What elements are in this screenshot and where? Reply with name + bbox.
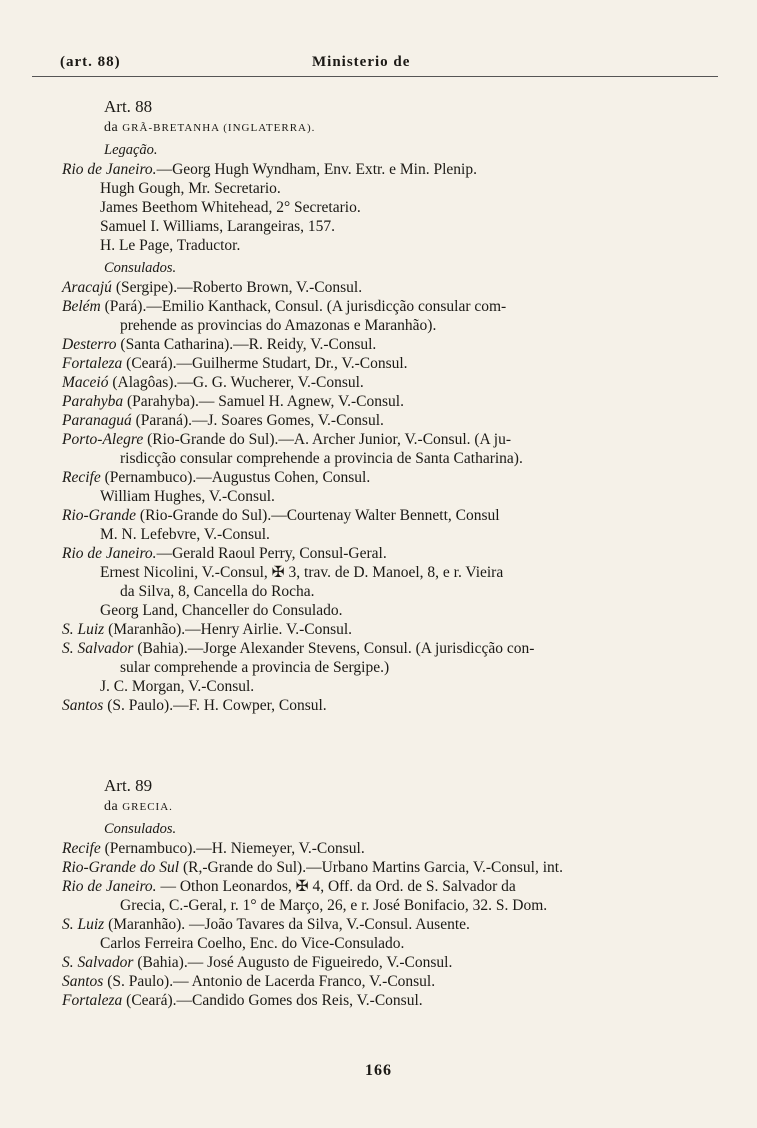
- entry-text: da Silva, 8, Cancella do Rocha.: [120, 583, 315, 600]
- entry-text: William Hughes, V.-Consul.: [100, 488, 275, 505]
- list-item: [0, 278, 757, 297]
- page-body: [0, 96, 757, 1010]
- list-item: [0, 934, 757, 953]
- list-item: [0, 297, 757, 316]
- place-name: Parahyba: [62, 393, 124, 410]
- entry-text: prehende as provincias do Amazonas e Maranhão).: [120, 317, 437, 334]
- entry-text: (Ceará).—Guilherme Studart, Dr., V.-Consul.: [122, 355, 408, 372]
- entry-text: (R,-Grande do Sul).—Urbano Martins Garcia, V.-Consul, int.: [179, 859, 563, 876]
- place-name: Santos: [62, 697, 104, 714]
- list-item: [0, 544, 757, 563]
- header-article-ref: (art. 88): [60, 54, 121, 70]
- list-item: [0, 896, 757, 915]
- list-item: [0, 677, 757, 696]
- list-item: [0, 160, 757, 179]
- list-item: [0, 373, 757, 392]
- list-item: [0, 858, 757, 877]
- list-item: [0, 658, 757, 677]
- place-name: Maceió: [62, 374, 109, 391]
- list-item: [0, 991, 757, 1010]
- entry-text: —Gerald Raoul Perry, Consul-Geral.: [156, 545, 387, 562]
- place-name: Recife: [62, 840, 101, 857]
- country-name: GRECIA.: [122, 801, 173, 813]
- entry-text: Hugh Gough, Mr. Secretario.: [100, 180, 281, 197]
- list-item: [0, 915, 757, 934]
- place-name: Rio-Grande: [62, 507, 137, 524]
- entry-text: H. Le Page, Traductor.: [100, 237, 241, 254]
- entry-text: (S. Paulo).—F. H. Cowper, Consul.: [103, 697, 327, 714]
- list-item: [0, 179, 757, 198]
- place-name: Fortaleza: [62, 355, 123, 372]
- art89-label: Art. 89: [104, 776, 153, 795]
- entry-text: M. N. Lefebvre, V.-Consul.: [100, 526, 270, 543]
- list-item: [0, 563, 757, 582]
- art89-consulados-heading: Consulados.: [104, 821, 177, 837]
- entry-text: Carlos Ferreira Coelho, Enc. do Vice-Consulado.: [100, 935, 405, 952]
- entry-text: (Pará).—Emilio Kanthack, Consul. (A jurisdicção consular com-: [100, 298, 507, 315]
- entry-text: (Pernambuco).—Augustus Cohen, Consul.: [100, 469, 371, 486]
- entry-text: (Paraná).—J. Soares Gomes, V.-Consul.: [131, 412, 384, 429]
- entry-text: Samuel I. Williams, Larangeiras, 157.: [100, 218, 335, 235]
- entry-text: Grecia, C.-Geral, r. 1° de Março, 26, e r. José Bonifacio, 32. S. Dom.: [120, 897, 548, 914]
- place-name: S. Luiz: [62, 621, 105, 638]
- entry-text: (Bahia).—Jorge Alexander Stevens, Consul. (A jurisdicção con-: [133, 640, 535, 657]
- list-item: [0, 620, 757, 639]
- place-name: Rio de Janeiro.: [62, 161, 157, 178]
- list-item: [0, 316, 757, 335]
- place-name: Desterro: [62, 336, 117, 353]
- art88-consulados-heading: Consulados.: [104, 260, 177, 276]
- entry-text: Georg Land, Chanceller do Consulado.: [100, 602, 343, 619]
- place-name: Recife: [62, 469, 101, 486]
- list-item: [0, 354, 757, 373]
- place-name: Santos: [62, 973, 104, 990]
- place-name: S. Luiz: [62, 916, 105, 933]
- list-item: [0, 582, 757, 601]
- entry-text: J. C. Morgan, V.-Consul.: [100, 678, 255, 695]
- entry-text: (Maranhão). —João Tavares da Silva, V.-Consul. Ausente.: [104, 916, 470, 933]
- section-gap: [0, 715, 757, 775]
- list-item: [0, 198, 757, 217]
- country-prefix: da: [104, 120, 123, 135]
- list-item: [0, 696, 757, 715]
- entry-text: risdicção consular comprehende a provincia de Santa Catharina).: [120, 450, 523, 467]
- list-item: [0, 411, 757, 430]
- list-item: [0, 487, 757, 506]
- entry-text: (Santa Catharina).—R. Reidy, V.-Consul.: [116, 336, 377, 353]
- header-ministry: Ministerio de: [312, 54, 411, 70]
- place-name: Paranaguá: [62, 412, 132, 429]
- entry-text: Ernest Nicolini, V.-Consul, ✠ 3, trav. de D. Manoel, 8, e r. Vieira: [100, 564, 504, 581]
- list-item: [0, 392, 757, 411]
- list-item: [0, 506, 757, 525]
- entry-text: (S. Paulo).— Antonio de Lacerda Franco, V.-Consul.: [103, 973, 436, 990]
- entry-text: (Bahia).— José Augusto de Figueiredo, V.-Consul.: [133, 954, 453, 971]
- place-name: Porto-Alegre: [62, 431, 144, 448]
- art88-legacao-heading: Legação.: [104, 142, 158, 158]
- place-name: Belém: [62, 298, 101, 315]
- entry-text: — Othon Leonardos, ✠ 4, Off. da Ord. de S. Salvador da: [156, 878, 516, 895]
- country-prefix: da: [104, 799, 123, 814]
- list-item: [0, 335, 757, 354]
- entry-text: (Rio-Grande do Sul).—Courtenay Walter Bennett, Consul: [136, 507, 500, 524]
- art89-country: [0, 797, 757, 816]
- list-item: [0, 430, 757, 449]
- place-name: Rio de Janeiro.: [62, 878, 157, 895]
- place-name: S. Salvador: [62, 640, 134, 657]
- list-item: [0, 639, 757, 658]
- list-item: [0, 877, 757, 896]
- country-name: GRÃ-BRETANHA (INGLATERRA).: [122, 122, 316, 134]
- entry-text: (Alagôas).—G. G. Wucherer, V.-Consul.: [108, 374, 364, 391]
- place-name: Aracajú: [62, 279, 112, 296]
- art88-label: Art. 88: [104, 97, 153, 116]
- list-item: [0, 839, 757, 858]
- list-item: [0, 468, 757, 487]
- list-item: [0, 525, 757, 544]
- list-item: [0, 972, 757, 991]
- list-item: [0, 217, 757, 236]
- entry-text: (Pernambuco).—H. Niemeyer, V.-Consul.: [100, 840, 365, 857]
- running-head: [60, 52, 690, 76]
- place-name: Rio-Grande do Sul: [62, 859, 180, 876]
- list-item: [0, 601, 757, 620]
- place-name: Rio de Janeiro.: [62, 545, 157, 562]
- entry-text: (Sergipe).—Roberto Brown, V.-Consul.: [111, 279, 363, 296]
- list-item: [0, 449, 757, 468]
- entry-text: James Beethom Whitehead, 2° Secretario.: [100, 199, 361, 216]
- header-rule: [32, 76, 718, 77]
- place-name: S. Salvador: [62, 954, 134, 971]
- list-item: [0, 236, 757, 255]
- list-item: [0, 953, 757, 972]
- entry-text: —Georg Hugh Wyndham, Env. Extr. e Min. Plenip.: [156, 161, 477, 178]
- art88-country: [0, 118, 757, 137]
- entry-text: (Parahyba).— Samuel H. Agnew, V.-Consul.: [123, 393, 404, 410]
- entry-text: (Rio-Grande do Sul).—A. Archer Junior, V.-Consul. (A ju-: [143, 431, 511, 448]
- page-number: 166: [365, 1062, 392, 1079]
- place-name: Fortaleza: [62, 992, 123, 1009]
- entry-text: (Ceará).—Candido Gomes dos Reis, V.-Consul.: [122, 992, 423, 1009]
- entry-text: (Maranhão).—Henry Airlie. V.-Consul.: [104, 621, 353, 638]
- entry-text: sular comprehende a provincia de Sergipe.): [120, 659, 390, 676]
